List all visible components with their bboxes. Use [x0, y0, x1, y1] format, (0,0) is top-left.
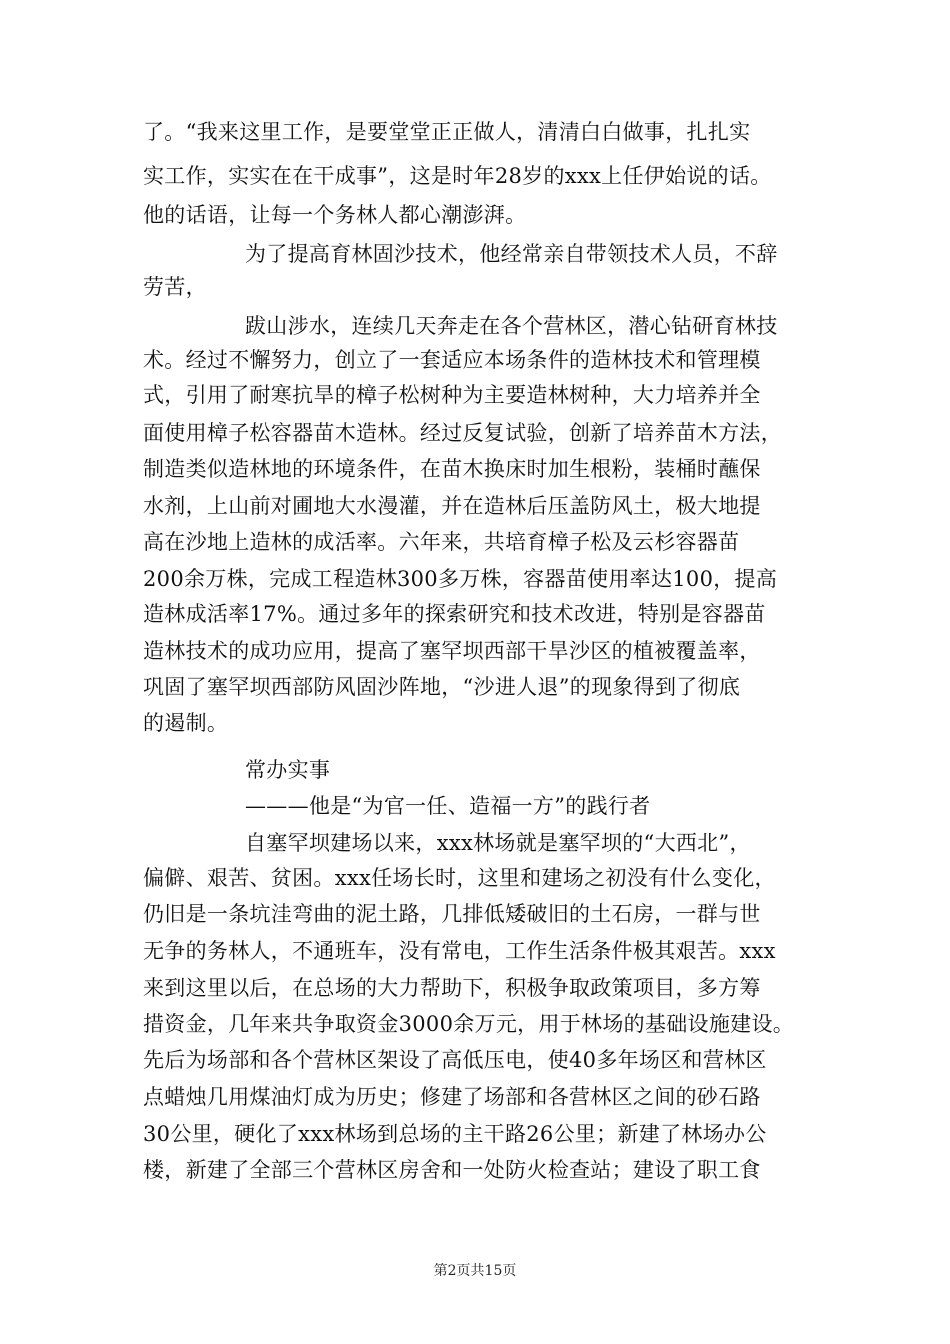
body-text-line: 制造类似造林地的环境条件，在苗木换床时加生根粉，装桶时蘸保	[143, 457, 761, 481]
body-text-line: 巩固了塞罕坝西部防风固沙阵地，“沙进人退”的现象得到了彻底	[143, 675, 741, 699]
body-text-line: 高在沙地上造林的成活率。六年来，共培育樟子松及云杉容器苗	[143, 530, 740, 554]
body-text-line: 先后为场部和各个营林区架设了高低压电，使40多年场区和营林区	[143, 1048, 767, 1072]
body-text-line: 为了提高育林固沙技术，他经常亲自带领技术人员，不辞	[245, 242, 778, 266]
body-text-line: 来到这里以后，在总场的大力帮助下，积极争取政策项目，多方筹	[143, 976, 761, 1000]
body-text-line: 200余万株，完成工程造林300多万株，容器苗使用率达100，提高	[143, 567, 778, 591]
body-text-line: 自塞罕坝建场以来，xxx林场就是塞罕坝的“大西北”，	[245, 831, 751, 855]
body-text-line: 造林成活率17%。通过多年的探索研究和技术改进，特别是容器苗	[143, 602, 766, 626]
body-text-line: 30公里，硬化了xxx林场到总场的主干路26公里；新建了林场办公	[143, 1122, 767, 1146]
page-number-footer: 第2页共15页	[433, 1263, 517, 1279]
body-text-line: 了。“我来这里工作，是要堂堂正正做人，清清白白做事，扎扎实	[143, 120, 751, 144]
body-text-line: 偏僻、艰苦、贫困。xxx任场长时，这里和建场之初没有什么变化，	[143, 866, 776, 890]
body-text-line: 仍旧是一条坑洼弯曲的泥土路，几排低矮破旧的土石房，一群与世	[143, 902, 761, 926]
body-text-line: 的遏制。	[143, 711, 229, 735]
section-heading: 常办实事	[245, 758, 331, 782]
section-subtitle: ———他是“为官一任、造福一方”的践行者	[245, 794, 651, 818]
body-text-line: 他的话语，让每一个务林人都心潮澎湃。	[143, 203, 527, 227]
body-text-line: 楼，新建了全部三个营林区房舍和一处防火检查站；建设了职工食	[143, 1158, 761, 1182]
body-text-line: 无争的务林人，不通班车，没有常电，工作生活条件极其艰苦。xxx	[143, 939, 776, 963]
body-text-line: 面使用樟子松容器苗木造林。经过反复试验，创新了培养苗木方法，	[143, 421, 782, 445]
body-text-line: 劳苦，	[143, 275, 207, 299]
body-text-line: 水剂，上山前对圃地大水漫灌，并在造林后压盖防风土，极大地提	[143, 494, 761, 518]
body-text-line: 造林技术的成功应用，提高了塞罕坝西部干旱沙区的植被覆盖率，	[143, 639, 761, 663]
body-text-line: 实工作，实实在在干成事”，这是时年28岁的xxx上任伊始说的话。	[143, 164, 772, 188]
body-text-line: 术。经过不懈努力，创立了一套适应本场条件的造林技术和管理模	[143, 348, 761, 372]
body-text-line: 式，引用了耐寒抗旱的樟子松树种为主要造林树种，大力培养并全	[143, 383, 761, 407]
body-text-line: 跋山涉水，连续几天奔走在各个营林区，潜心钻研育林技	[245, 314, 778, 338]
body-text-line: 措资金，几年来共争取资金3000余万元，用于林场的基础设施建设。	[143, 1012, 795, 1036]
body-text-line: 点蜡烛几用煤油灯成为历史；修建了场部和各营林区之间的砂石路	[143, 1085, 761, 1109]
